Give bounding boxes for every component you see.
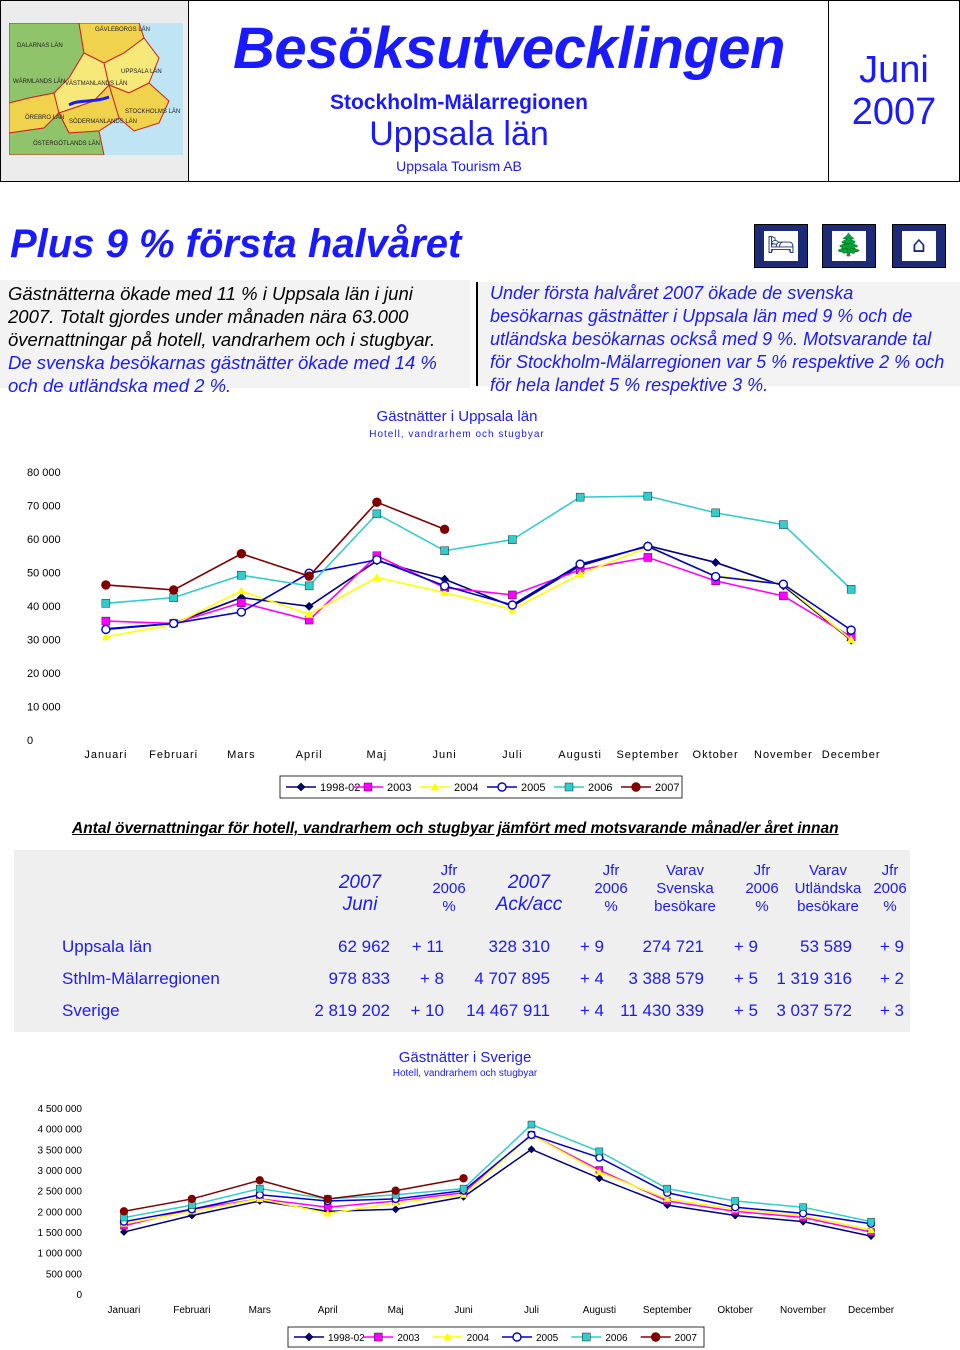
- y-tick-label: 30 000: [27, 634, 61, 647]
- data-point: [237, 599, 245, 607]
- data-point: [170, 586, 178, 594]
- legend-marker: [374, 1333, 382, 1341]
- data-point: [102, 625, 110, 633]
- legend-label: 2005: [536, 1333, 559, 1344]
- table-cell: 14 467 911: [466, 1001, 550, 1020]
- legend-marker: [565, 783, 573, 791]
- table-header-cell: [474, 872, 584, 916]
- data-point: [644, 553, 652, 561]
- y-tick-label: 500 000: [45, 1269, 82, 1281]
- data-point: [102, 581, 110, 589]
- data-point: [596, 1175, 603, 1182]
- data-point: [528, 1121, 535, 1128]
- legend-label: 2004: [466, 1333, 489, 1344]
- data-point: [237, 587, 245, 594]
- x-tick-label: Juli: [523, 1305, 539, 1316]
- table-header-line: Jfr: [753, 862, 771, 879]
- data-point: [305, 582, 313, 590]
- chart-subtitle: Hotell, vandrarhem och stugbyar: [369, 429, 545, 440]
- table-cell: 2 819 202: [314, 1001, 390, 1020]
- header-title-box: [189, 1, 829, 181]
- x-tick-label: Juni: [454, 1305, 473, 1316]
- county-name: Uppsala län: [369, 115, 549, 153]
- series-line-2005: [124, 1135, 871, 1224]
- y-tick-label: 2 500 000: [37, 1186, 82, 1198]
- x-tick-label: April: [317, 1305, 338, 1316]
- data-point: [644, 542, 652, 550]
- lead-second-sentence: De svenska besökarnas gästnätter ökade med 14 % och de utländska med 2 %.: [8, 352, 437, 396]
- data-point: [712, 573, 720, 581]
- data-point: [392, 1206, 399, 1213]
- chart-legend: [280, 776, 682, 798]
- halfyear-paragraph: [476, 282, 960, 395]
- data-point: [102, 599, 110, 607]
- map-label-stockholm: STOCKHOLMS LÄN: [125, 109, 181, 115]
- data-point: [800, 1204, 807, 1211]
- header-banner: [0, 0, 960, 182]
- table-cell: 4 707 895: [474, 969, 550, 988]
- series-line-1998-02: [106, 546, 851, 640]
- y-tick-label: 80 000: [27, 467, 61, 479]
- x-tick-label: November: [754, 749, 813, 761]
- data-point: [732, 1198, 739, 1205]
- table-row: [14, 964, 910, 994]
- x-tick-label: Mars: [248, 1305, 271, 1316]
- x-tick-label: Maj: [366, 749, 388, 761]
- data-point: [528, 1131, 535, 1138]
- x-tick-label: Februari: [149, 749, 199, 761]
- table-cell: 328 310: [488, 937, 550, 956]
- table-header-line: Varav: [808, 862, 848, 879]
- table-header-line: %: [755, 898, 769, 915]
- table-header-line: 2006: [594, 880, 628, 897]
- chart-title: Gästnätter i Sverige: [398, 1049, 532, 1066]
- legend-label: 1998-02: [328, 1333, 365, 1344]
- table-row: [14, 996, 910, 1026]
- y-tick-label: 1 000 000: [37, 1248, 82, 1260]
- map-label-varmland: WÄRMLANDS LÄN: [13, 79, 66, 85]
- table-header-line: Svenska: [656, 880, 714, 897]
- data-point: [460, 1185, 467, 1192]
- series-2005: [120, 1131, 874, 1227]
- map-label-dalarna: DALARNAS LÄN: [17, 43, 63, 49]
- table-header-line: Jfr: [602, 862, 620, 879]
- table-cell: + 4: [579, 1001, 604, 1020]
- data-point: [170, 594, 178, 602]
- table-header-line: Juni: [342, 894, 378, 915]
- x-tick-label: Oktober: [692, 749, 739, 761]
- legend-label: 2007: [674, 1333, 697, 1344]
- table-cell: 11 430 339: [620, 1001, 704, 1020]
- table-cell: + 9: [733, 937, 758, 956]
- y-tick-label: 3 000 000: [37, 1166, 82, 1177]
- table-body: [14, 932, 910, 1032]
- table-title: Antal övernattningar för hotell, vandrarhem och stugbyar jämfört med motsvarande månad/er året innan: [72, 820, 839, 837]
- data-point: [779, 580, 787, 588]
- lead-first-sentences: Gästnätterna ökade med 11 % i Uppsala län i juni 2007. Totalt gjordes under månaden nära 63.000 övernattningar på hotell, vandrarhem och i stugbyar.: [8, 283, 436, 350]
- legend-label: 2003: [397, 1333, 420, 1344]
- data-point: [441, 547, 449, 555]
- uppsala-guest-nights-chart: [0, 398, 960, 808]
- table-row: [14, 932, 910, 962]
- series-2003: [102, 552, 855, 641]
- map-label-uppsala: UPPSALA LÄN: [121, 69, 162, 75]
- table-cell: 62 962: [338, 937, 390, 956]
- x-tick-label: Augusti: [582, 1305, 617, 1316]
- region-map-image: [9, 23, 183, 155]
- table-header-line: 2007: [338, 872, 382, 893]
- x-tick-label: Augusti: [558, 749, 602, 761]
- table-cell: + 5: [733, 1001, 758, 1020]
- y-tick-label: 4 000 000: [37, 1124, 82, 1136]
- map-label-vastmanland: VÄSTMANLANDS LÄN: [65, 81, 128, 87]
- region-map: [1, 1, 189, 181]
- hotel-bed-icon-glyph: 🛏: [764, 231, 798, 261]
- data-point: [237, 550, 245, 558]
- x-tick-label: Mars: [227, 749, 256, 761]
- data-point: [508, 536, 516, 544]
- series-line-2007: [106, 502, 445, 590]
- data-point: [732, 1204, 739, 1211]
- hostel-house-icon-glyph: ⌂: [902, 231, 936, 261]
- data-point: [441, 525, 449, 533]
- table-header-line: %: [604, 898, 618, 915]
- data-point: [102, 617, 110, 625]
- table-row-label: Sthlm-Mälarregionen: [62, 969, 220, 988]
- chart-title: Gästnätter i Uppsala län: [376, 408, 538, 425]
- table-cell: + 8: [419, 969, 444, 988]
- x-tick-label: September: [642, 1305, 692, 1316]
- data-point: [576, 560, 584, 568]
- x-tick-label: Oktober: [717, 1305, 753, 1316]
- table-header-line: %: [442, 898, 456, 915]
- region-name: Stockholm-Mälarregionen: [330, 91, 588, 114]
- data-point: [664, 1185, 671, 1192]
- data-point: [256, 1191, 263, 1198]
- table-header-line: 2006: [432, 880, 466, 897]
- chart-subtitle: Hotell, vandrarhem och stugbyar: [392, 1068, 538, 1079]
- table-cell: 53 589: [800, 937, 852, 956]
- data-point: [712, 509, 720, 517]
- table-cell: + 5: [733, 969, 758, 988]
- data-point: [847, 626, 855, 634]
- chart-legend: [288, 1327, 704, 1347]
- data-point: [237, 608, 245, 616]
- legend-label: 1998-02: [320, 782, 361, 794]
- legend-label: 2004: [454, 782, 479, 794]
- data-point: [460, 1175, 467, 1182]
- table-header: [14, 850, 910, 932]
- report-title: Besöksutvecklingen: [233, 16, 785, 81]
- data-point: [373, 556, 381, 564]
- map-label-ostergotland: ÖSTERGÖTLANDS LÄN: [33, 141, 101, 147]
- data-point: [237, 571, 245, 579]
- legend-marker: [582, 1333, 590, 1341]
- data-point: [596, 1148, 603, 1155]
- table-cell: 3 037 572: [776, 1001, 852, 1020]
- data-point: [256, 1177, 263, 1184]
- data-point: [847, 585, 855, 593]
- table-header-line: 2006: [873, 880, 907, 897]
- table-cell: + 2: [879, 969, 904, 988]
- data-point: [644, 492, 652, 500]
- table-cell: 978 833: [328, 969, 390, 988]
- legend-marker: [364, 783, 372, 791]
- y-tick-label: 60 000: [27, 534, 61, 546]
- series-1998-02: [120, 1146, 874, 1240]
- data-point: [800, 1210, 807, 1217]
- x-tick-label: Februari: [173, 1305, 211, 1316]
- legend-label: 2003: [387, 782, 412, 794]
- hotel-bed-icon: [754, 224, 808, 268]
- hostel-house-icon: [892, 224, 946, 268]
- data-point: [441, 582, 449, 590]
- y-tick-label: 0: [76, 1290, 82, 1301]
- data-point: [596, 1154, 603, 1161]
- series-line-2003: [106, 556, 851, 637]
- y-tick-label: 40 000: [27, 601, 61, 613]
- map-label-orebro: ÖREBRO LÄN: [25, 115, 65, 121]
- company-name: Uppsala Tourism AB: [396, 158, 522, 174]
- x-tick-label: Juni: [432, 749, 457, 761]
- x-tick-label: November: [780, 1305, 827, 1316]
- data-point: [120, 1208, 127, 1215]
- table-cell: + 10: [410, 1001, 444, 1020]
- legend-label: 2007: [655, 782, 680, 794]
- data-point: [392, 1187, 399, 1194]
- x-tick-label: Januari: [107, 1305, 141, 1316]
- y-tick-label: 3 500 000: [37, 1145, 82, 1157]
- data-point: [256, 1185, 263, 1192]
- legend-marker: [513, 1333, 521, 1341]
- table-cell: 1 319 316: [776, 969, 852, 988]
- table-header-line: Jfr: [440, 862, 458, 879]
- report-period: [829, 1, 959, 181]
- data-point: [120, 1229, 127, 1236]
- legend-marker: [498, 783, 506, 791]
- data-point: [779, 592, 787, 600]
- y-tick-label: 4 500 000: [37, 1104, 82, 1115]
- table-cell: + 11: [411, 937, 444, 956]
- table-cell: + 9: [579, 937, 604, 956]
- data-point: [576, 493, 584, 501]
- map-label-gavleborg: GÄVLEBORGS LÄN: [95, 27, 151, 33]
- series-1998-02: [102, 542, 855, 644]
- legend-label: 2006: [605, 1333, 628, 1344]
- cabin-trees-icon-glyph: 🌲: [832, 231, 866, 261]
- map-label-sodermanland: SÖDERMANLANDS LÄN: [69, 119, 138, 125]
- table-header-cell: [860, 862, 920, 916]
- table-header-line: Utländska: [794, 880, 862, 897]
- table-header-line: besökare: [654, 898, 716, 915]
- table-cell: + 4: [579, 969, 604, 988]
- legend-marker: [652, 1333, 660, 1341]
- series-line-2006: [106, 496, 851, 603]
- y-tick-label: 0: [27, 735, 34, 747]
- x-tick-label: Januari: [84, 749, 128, 761]
- y-tick-label: 10 000: [27, 701, 61, 714]
- y-tick-label: 20 000: [27, 668, 61, 680]
- table-cell: 274 721: [642, 937, 704, 956]
- series-line-2004: [124, 1135, 871, 1230]
- series-2003: [120, 1131, 874, 1235]
- table-header-line: Varav: [665, 862, 705, 879]
- legend-label: 2005: [521, 782, 546, 794]
- table-cell: + 9: [879, 937, 904, 956]
- table-cell: 3 388 579: [628, 969, 704, 988]
- series-2006: [102, 492, 855, 607]
- data-point: [373, 574, 381, 581]
- table-header-line: %: [883, 898, 897, 915]
- x-tick-label: Maj: [387, 1305, 404, 1316]
- table-header-line: 2007: [507, 872, 551, 893]
- report-month: Juni: [859, 49, 929, 91]
- table-row-label: Sverige: [62, 1001, 120, 1020]
- data-point: [868, 1218, 875, 1225]
- data-point: [188, 1195, 195, 1202]
- legend-marker: [632, 783, 640, 791]
- table-header-line: Ack/acc: [495, 894, 563, 915]
- report-year: 2007: [851, 91, 937, 133]
- data-point: [712, 558, 720, 566]
- data-point: [779, 521, 787, 529]
- table-cell: + 3: [879, 1001, 904, 1020]
- legend-label: 2006: [588, 782, 613, 794]
- data-point: [324, 1195, 331, 1202]
- series-2005: [102, 542, 855, 634]
- series-line-2005: [106, 546, 851, 630]
- table-header-cell: [310, 872, 410, 916]
- y-tick-label: 70 000: [27, 500, 61, 513]
- series-2007: [102, 498, 449, 594]
- table-header-cell: [630, 862, 740, 916]
- table-header-line: 2006: [745, 880, 779, 897]
- table-header-line: Jfr: [881, 862, 899, 879]
- x-tick-label: September: [616, 749, 680, 761]
- data-point: [373, 510, 381, 518]
- sweden-guest-nights-chart: [0, 1040, 960, 1350]
- headline: Plus 9 % första halvåret: [10, 222, 462, 266]
- y-tick-label: 1 500 000: [37, 1228, 82, 1239]
- y-tick-label: 50 000: [27, 567, 61, 580]
- y-tick-label: 2 000 000: [37, 1207, 82, 1219]
- x-tick-label: Juli: [502, 749, 523, 761]
- table-row-label: Uppsala län: [62, 937, 152, 956]
- data-point: [508, 591, 516, 599]
- x-tick-label: December: [821, 749, 881, 761]
- data-point: [305, 572, 313, 580]
- data-point: [508, 601, 516, 609]
- data-point: [373, 498, 381, 506]
- halfyear-text: Under första halvåret 2007 ökade de svenska besökarnas gästnätter i Uppsala län med 9 % och de utländska besökarnas också med 9 %. Motsvarande tal för Stockholm-Mälarregionen var 5 % respektive 2 % och för hela landet 5 % respektive 3 %.: [490, 283, 945, 395]
- data-point: [170, 619, 178, 627]
- x-tick-label: April: [295, 749, 323, 761]
- table-header-line: besökare: [797, 898, 859, 915]
- lead-paragraph: [0, 280, 470, 396]
- cabin-trees-icon: [822, 224, 876, 268]
- x-tick-label: December: [847, 1305, 895, 1316]
